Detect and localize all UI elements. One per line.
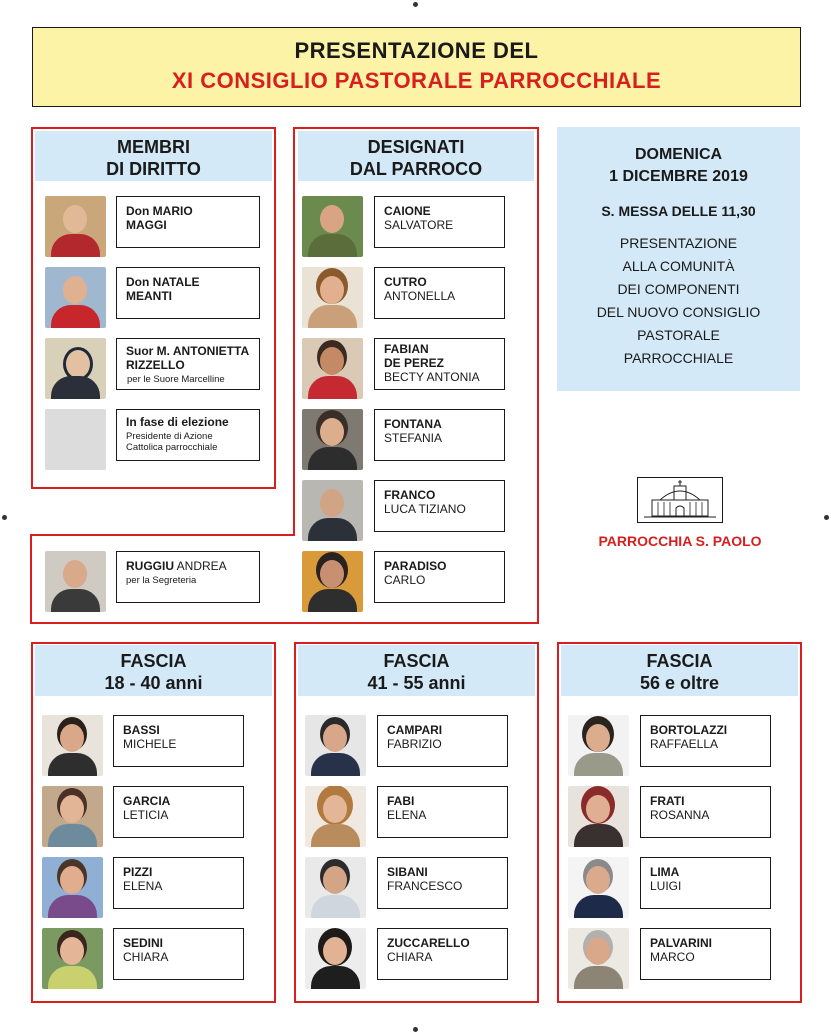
- surname: RUGGIU: [126, 559, 174, 573]
- surname: PARADISO: [384, 559, 447, 573]
- name-card-campari: [377, 715, 508, 767]
- surname: SEDINI: [123, 936, 164, 950]
- surname: ZUCCARELLO: [387, 936, 470, 950]
- photo-sibani: [305, 857, 366, 918]
- title-line-2: XI CONSIGLIO PASTORALE PARROCCHIALE: [171, 68, 662, 93]
- membri-header-line-1: MEMBRI: [117, 137, 190, 157]
- name-bold: Suor M. ANTONIETTA: [126, 344, 250, 358]
- name-bold-2: MAGGI: [126, 218, 167, 232]
- name-card-lima: [640, 857, 771, 909]
- photo-frati: [568, 786, 629, 847]
- registration-mark: [413, 2, 418, 7]
- photo-zuccarello: [305, 928, 366, 989]
- name-card-fontana: [374, 409, 505, 461]
- first-name: BECTY ANTONIA: [384, 370, 480, 384]
- photo-sedini: [42, 928, 103, 989]
- surname: GARCIA: [123, 794, 171, 808]
- surname: SIBANI: [387, 865, 428, 879]
- photo-franco: [302, 480, 363, 541]
- event-info-box: [557, 127, 800, 391]
- desc-line: PASTORALE: [637, 327, 720, 343]
- photo-paradiso: [302, 551, 363, 612]
- designati-header-line-1: DESIGNATI: [367, 137, 465, 157]
- name-bold-2: MEANTI: [126, 289, 172, 303]
- photo-fabian: [302, 338, 363, 399]
- first-name: ROSANNA: [650, 808, 710, 822]
- surname-2: DE PEREZ: [384, 356, 445, 370]
- name-card-palvarini: [640, 928, 771, 980]
- photo-fabi: [305, 786, 366, 847]
- surname: FABIAN: [384, 342, 429, 356]
- event-day: DOMENICA: [634, 146, 723, 163]
- photo-ruggiu: [45, 551, 106, 612]
- fascia1-header-line-1: FASCIA: [120, 651, 187, 671]
- name-card-bortolazzi: [640, 715, 771, 767]
- surname: PIZZI: [123, 865, 153, 879]
- fascia2-header-line-1: FASCIA: [383, 651, 450, 671]
- registration-mark: [413, 1027, 418, 1032]
- surname: LIMA: [650, 865, 680, 879]
- first-name: FABRIZIO: [387, 737, 442, 751]
- designati-header-line-2: DAL PARROCO: [349, 159, 483, 179]
- first-name: SALVATORE: [384, 218, 454, 232]
- desc-line: PARROCCHIALE: [623, 350, 734, 366]
- church-logo: [637, 477, 723, 523]
- photo-fontana: [302, 409, 363, 470]
- name-card-paradiso: [374, 551, 505, 603]
- name-subtitle-2: Cattolica parrocchiale: [126, 442, 218, 453]
- name-card-sedini: [113, 928, 244, 980]
- first-name: LETICIA: [123, 808, 169, 822]
- first-name: CHIARA: [123, 950, 169, 964]
- photo-garcia: [42, 786, 103, 847]
- photo-caione: [302, 196, 363, 257]
- surname: BORTOLAZZI: [650, 723, 728, 737]
- name-card-ruggiu: [116, 551, 260, 603]
- mass-time: S. MESSA DELLE 11,30: [601, 203, 756, 219]
- fascia3-header-line-1: FASCIA: [646, 651, 713, 671]
- name-card-fabi: [377, 786, 508, 838]
- first-name: ELENA: [387, 808, 427, 822]
- photo-lima: [568, 857, 629, 918]
- surname: FONTANA: [384, 417, 442, 431]
- name-bold: Don MARIO: [126, 204, 193, 218]
- surname: PALVARINI: [650, 936, 712, 950]
- event-description: [557, 232, 800, 370]
- surname: CAMPARI: [387, 723, 443, 737]
- name-card-caione: [374, 196, 505, 248]
- name-card-fabian: [374, 338, 505, 390]
- designati-header: [298, 131, 534, 181]
- first-name: CHIARA: [387, 950, 433, 964]
- name-subtitle: Presidente di Azione: [126, 431, 213, 442]
- photo-palvarini: [568, 928, 629, 989]
- event-date: [557, 144, 800, 188]
- first-name: CARLO: [384, 573, 426, 587]
- first-name: LUIGI: [650, 879, 682, 893]
- name-card-franco: [374, 480, 505, 532]
- surname: BASSI: [123, 723, 160, 737]
- first-name: LUCA TIZIANO: [384, 502, 466, 516]
- photo-bortolazzi: [568, 715, 629, 776]
- registration-mark: [824, 515, 829, 520]
- first-name: RAFFAELLA: [650, 737, 719, 751]
- fascia2-header-line-2: 41 - 55 anni: [367, 673, 466, 693]
- photo-bassi: [42, 715, 103, 776]
- first-name: MARCO: [650, 950, 695, 964]
- first-name: MICHELE: [123, 737, 177, 751]
- name-bold: Don NATALE: [126, 275, 200, 289]
- name-card-sibani: [377, 857, 508, 909]
- name-subtitle: per la Segreteria: [126, 575, 197, 586]
- parish-name: PARROCCHIA S. PAOLO: [598, 533, 762, 549]
- name-bold-2: RIZZELLO: [126, 358, 185, 372]
- photo-pizzi: [42, 857, 103, 918]
- first-name: ANDREA: [174, 559, 227, 573]
- surname: CUTRO: [384, 275, 427, 289]
- fascia3-header: [561, 645, 798, 696]
- name-card-garcia: [113, 786, 244, 838]
- surname: FRANCO: [384, 488, 436, 502]
- registration-mark: [2, 515, 7, 520]
- surname: CAIONE: [384, 204, 431, 218]
- photo-cutro: [302, 267, 363, 328]
- desc-line: ALLA COMUNITÀ: [622, 258, 735, 274]
- membri-header-line-2: DI DIRITTO: [106, 159, 201, 179]
- name-bold: In fase di elezione: [126, 415, 229, 429]
- name-card-bassi: [113, 715, 244, 767]
- fascia2-header: [298, 645, 535, 696]
- surname: FRATI: [650, 794, 685, 808]
- name-card-cutro: [374, 267, 505, 319]
- desc-line: DEL NUOVO CONSIGLIO: [596, 304, 761, 320]
- fascia3-header-line-2: 56 e oltre: [639, 673, 720, 693]
- photo-campari: [305, 715, 366, 776]
- church-drawing-icon: [638, 478, 722, 522]
- fascia1-header: [35, 645, 272, 696]
- title-line-1: PRESENTAZIONE DEL: [294, 38, 539, 63]
- name-card-zuccarello: [377, 928, 508, 980]
- first-name: STEFANIA: [384, 431, 443, 445]
- name-subtitle: per le Suore Marcelline: [127, 374, 225, 385]
- name-card-pizzi: [113, 857, 244, 909]
- name-card-frati: [640, 786, 771, 838]
- fascia1-header-line-2: 18 - 40 anni: [104, 673, 203, 693]
- first-name: ELENA: [123, 879, 163, 893]
- desc-line: DEI COMPONENTI: [617, 281, 740, 297]
- ruggiu-name-line: [126, 559, 259, 573]
- surname: FABI: [387, 794, 415, 808]
- first-name: ANTONELLA: [384, 289, 456, 303]
- desc-line: PRESENTAZIONE: [619, 235, 738, 251]
- event-full-date: 1 DICEMBRE 2019: [609, 168, 748, 185]
- first-name: FRANCESCO: [387, 879, 463, 893]
